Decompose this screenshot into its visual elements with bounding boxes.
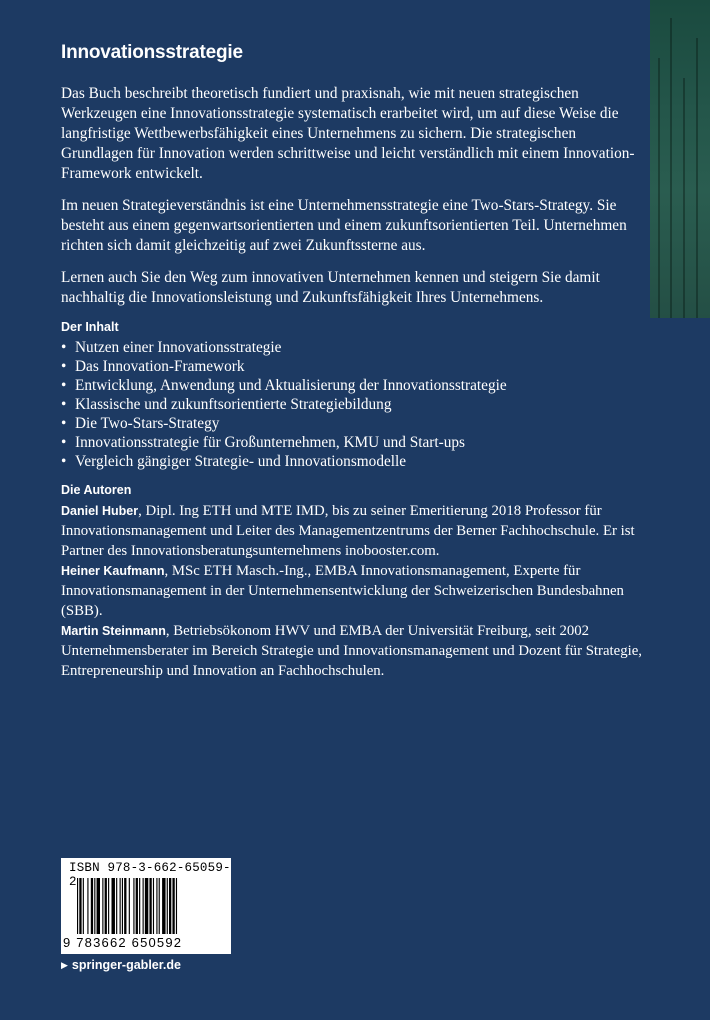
author-name: Heiner Kaufmann bbox=[61, 564, 165, 578]
book-title: Innovationsstrategie bbox=[61, 42, 243, 63]
author-entry bbox=[61, 621, 645, 681]
bullet-icon: • bbox=[61, 358, 67, 375]
list-item: • Innovationsstrategie für Großunternehmen, KMU und Start-ups bbox=[61, 434, 465, 451]
bullet-icon: • bbox=[61, 339, 67, 356]
description-paragraph-3: Lernen auch Sie den Weg zum innovativen Unternehmen kennen und steigern Sie damit nachhaltig die Innovationsleistung und Zukunftsfähigkeit Ihres Unternehmens. bbox=[61, 269, 600, 306]
cover-image-strip bbox=[650, 0, 710, 318]
author-bio: , Dipl. Ing ETH und MTE IMD, bis zu seiner Emeritierung 2018 Professor für Innovationsmanagement und Leiter des Managementzentrums der Berner Fachhochschule. Er ist Partner des Innovationsberatungsunternehmens inobooster.com. bbox=[61, 503, 635, 559]
bullet-icon: • bbox=[61, 453, 67, 470]
author-entry bbox=[61, 501, 645, 561]
list-item: • Entwicklung, Anwendung und Aktualisierung der Innovationsstrategie bbox=[61, 377, 507, 394]
isbn-label: ISBN 978-3-662-65059-2 bbox=[69, 861, 231, 889]
isbn-barcode bbox=[61, 858, 231, 954]
inhalt-heading: Der Inhalt bbox=[61, 320, 119, 334]
list-item: • Die Two-Stars-Strategy bbox=[61, 415, 220, 432]
description-paragraph-2: Im neuen Strategieverständnis ist eine Unternehmensstrategie eine Two-Stars-Strategy. Sie besteht aus einem gegenwartsorientierten und einem zukunftsorientierten Teil. Unternehmen richten sich damit gleichzeitig auf zwei Zukunftssterne aus. bbox=[61, 197, 627, 254]
barcode-icon bbox=[71, 878, 223, 940]
arrow-right-icon: ▶ bbox=[61, 959, 68, 970]
list-item: • Nutzen einer Innovationsstrategie bbox=[61, 339, 282, 356]
bullet-icon: • bbox=[61, 396, 67, 413]
website-url: springer-gabler.de bbox=[71, 958, 181, 972]
author-entry bbox=[61, 561, 645, 621]
inhalt-list bbox=[61, 338, 645, 471]
bullet-icon: • bbox=[61, 415, 67, 432]
back-cover-content bbox=[61, 42, 645, 681]
author-bio: , Betriebsökonom HWV und EMBA der Universität Freiburg, seit 2002 Unternehmensberater im Bereich Strategie und Innovationsmanagement und Dozent für Strategie, Entrepreneurship und Innovation an Fachhochschulen. bbox=[61, 623, 642, 679]
bullet-icon: • bbox=[61, 434, 67, 451]
list-item: • Vergleich gängiger Strategie- und Innovationsmodelle bbox=[61, 453, 407, 470]
barcode-digits: 9 783662 650592 bbox=[63, 935, 183, 950]
author-name: Daniel Huber bbox=[61, 504, 139, 518]
autoren-heading: Die Autoren bbox=[61, 483, 132, 497]
bullet-icon: • bbox=[61, 377, 67, 394]
author-name: Martin Steinmann bbox=[61, 624, 166, 638]
list-item: • Das Innovation-Framework bbox=[61, 358, 245, 375]
publisher-website[interactable] bbox=[61, 958, 181, 972]
description-paragraph-1: Das Buch beschreibt theoretisch fundiert und praxisnah, wie mit neuen strategischen Werkzeugen eine Innovationsstrategie systematisch erarbeitet wird, um auf diese Weise die langfristige Wettbewerbsfähigkeit eines Unternehmens zu sichern. Die strategischen Grundlagen für Innovation werden schrittweise und leicht verständlich mit einem Innovation-Framework entwickelt. bbox=[61, 85, 635, 182]
author-bio: , MSc ETH Masch.-Ing., EMBA Innovationsmanagement, Experte für Innovationsmanagement in der Unternehmensentwicklung der Schweizerischen Bundesbahnen (SBB). bbox=[61, 563, 624, 619]
list-item: • Klassische und zukunftsorientierte Strategiebildung bbox=[61, 396, 392, 413]
